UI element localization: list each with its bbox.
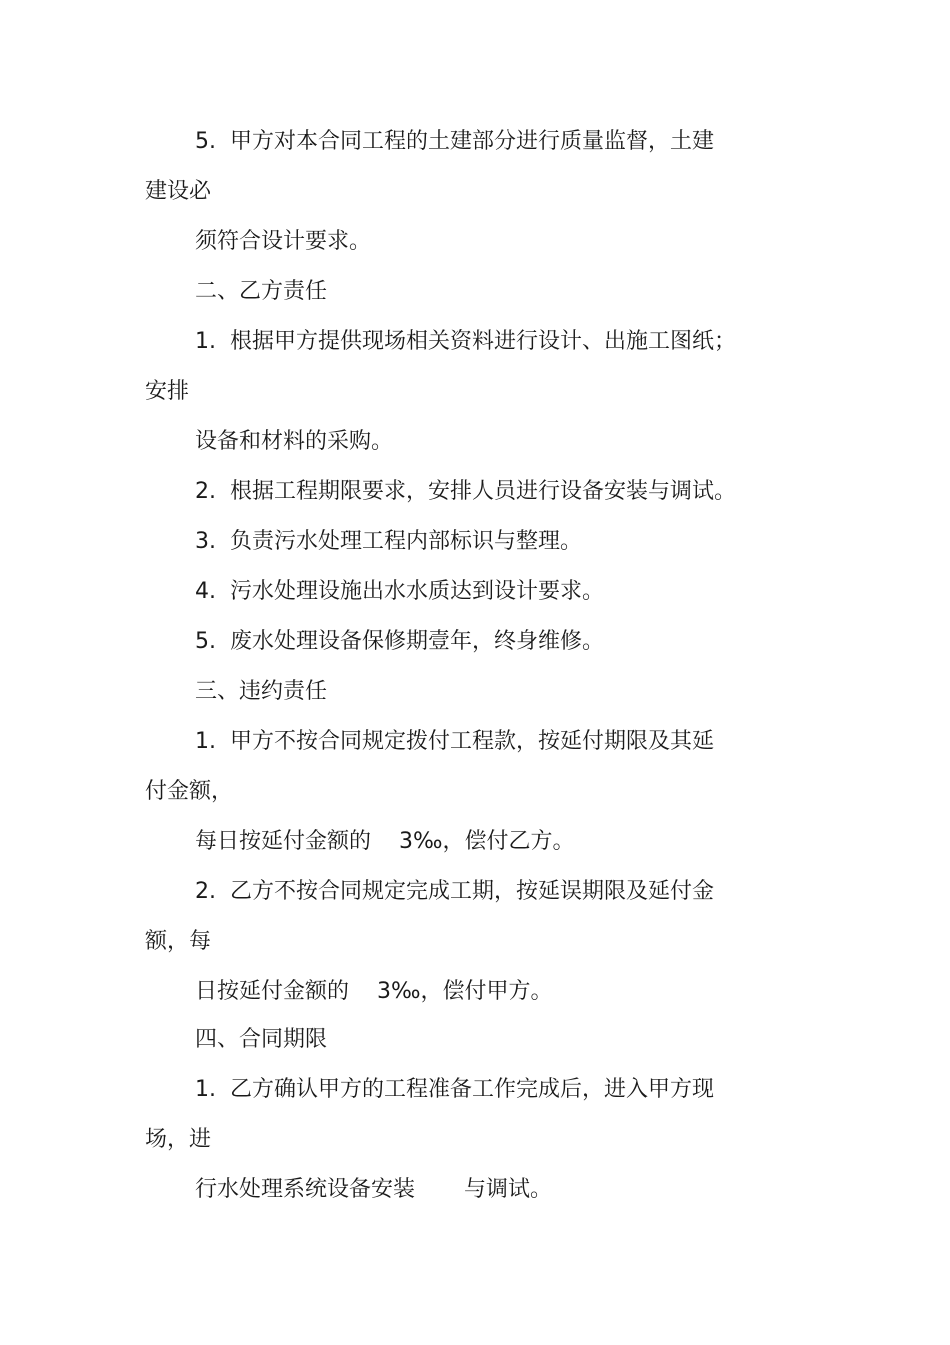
paragraph-line: 建设必 (145, 179, 212, 204)
paragraph-line: 日按延付金额的 3‰，偿付甲方。 (195, 979, 553, 1004)
paragraph-line: 5. 废水处理设备保修期壹年，终身维修。 (195, 629, 604, 654)
paragraph-line: 设备和材料的采购。 (195, 429, 394, 454)
paragraph-line: 1. 乙方确认甲方的工程准备工作完成后，进入甲方现 (195, 1077, 714, 1102)
paragraph-line: 安排 (145, 379, 190, 404)
paragraph-line: 额，每 (145, 929, 212, 954)
section-heading: 二、乙方责任 (195, 279, 328, 304)
paragraph-line: 行水处理系统设备安装 与调试。 (195, 1177, 552, 1202)
paragraph-line: 3. 负责污水处理工程内部标识与整理。 (195, 529, 582, 554)
paragraph-line: 1. 甲方不按合同规定拨付工程款，按延付期限及其延 (195, 729, 714, 754)
paragraph-line: 5. 甲方对本合同工程的土建部分进行质量监督，土建 (195, 129, 714, 154)
paragraph-line: 须符合设计要求。 (195, 229, 372, 254)
paragraph-line: 2. 根据工程期限要求，安排人员进行设备安装与调试。 (195, 479, 736, 504)
paragraph-line: 1. 根据甲方提供现场相关资料进行设计、出施工图纸； (195, 329, 736, 354)
section-heading: 四、合同期限 (195, 1027, 328, 1052)
paragraph-line: 场，进 (145, 1127, 212, 1152)
paragraph-line: 2. 乙方不按合同规定完成工期，按延误期限及延付金 (195, 879, 714, 904)
paragraph-line: 付金额， (145, 779, 234, 804)
paragraph-line: 每日按延付金额的 3‰，偿付乙方。 (195, 829, 575, 854)
paragraph-line: 4. 污水处理设施出水水质达到设计要求。 (195, 579, 604, 604)
section-heading: 三、违约责任 (195, 679, 328, 704)
